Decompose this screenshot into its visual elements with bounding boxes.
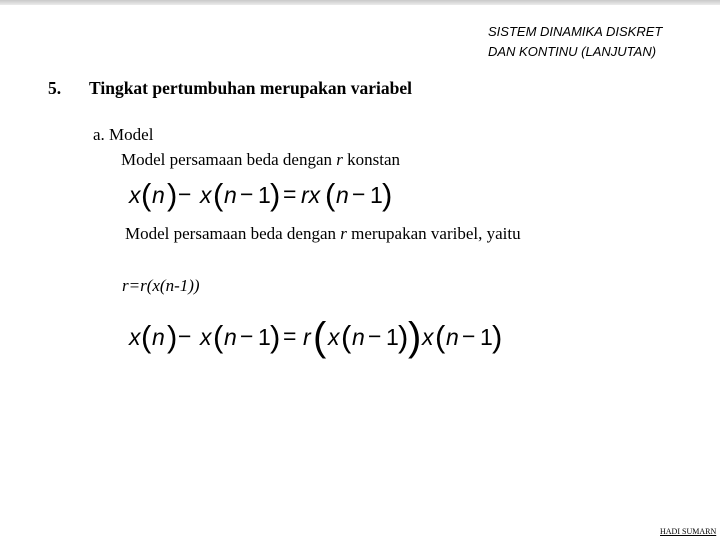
eq1-rx: rx <box>301 182 321 208</box>
eq2-paren4-open: ( <box>435 319 446 354</box>
eq2-x: x <box>129 324 141 350</box>
eq2-r: r <box>303 324 311 350</box>
eq2-n4: n <box>446 324 459 350</box>
eq2-x4: x <box>422 324 434 350</box>
eq2-n2: n <box>224 324 237 350</box>
eq1-paren2-close: ) <box>270 177 281 212</box>
eq2-n: n <box>152 324 165 350</box>
eq2-minus3: − <box>368 323 382 349</box>
eq1-n2: n <box>224 182 237 208</box>
eq1-minus3: − <box>352 181 366 207</box>
eq2-paren2-close: ) <box>270 319 281 354</box>
section-title: Tingkat pertumbuhan merupakan variabel <box>89 78 413 98</box>
eq1-x: x <box>129 182 141 208</box>
eq1-paren3-open: ( <box>325 177 336 212</box>
eq1-paren-open: ( <box>141 177 152 212</box>
eq1-n: n <box>152 182 165 208</box>
variable-r-text-before: Model persamaan beda dengan <box>125 224 341 243</box>
eq2-minus: − <box>178 323 192 349</box>
header-line-1: SISTEM DINAMIKA DISKRET <box>488 24 663 39</box>
eq2-paren3-open: ( <box>341 319 352 354</box>
eq2-big-paren-open: ( <box>313 315 327 359</box>
eq1-paren2-open: ( <box>213 177 224 212</box>
item-a-label: a. Model <box>93 125 154 144</box>
eq2-x3: x <box>328 324 340 350</box>
author-footer: HADI SUMARN <box>660 527 717 536</box>
eq2-paren-close: ) <box>167 319 178 354</box>
eq2-one2: 1 <box>258 324 271 350</box>
equation-variable-r <box>125 316 505 358</box>
slide-header <box>488 22 713 62</box>
constant-r-text-after: konstan <box>342 150 401 169</box>
eq2-one4: 1 <box>480 324 493 350</box>
eq1-equals: = <box>283 181 297 207</box>
constant-r-text-before: Model persamaan beda dengan <box>121 150 337 169</box>
constant-r-description <box>121 150 400 170</box>
eq1-n3: n <box>336 182 349 208</box>
eq2-paren2-open: ( <box>213 319 224 354</box>
eq2-one3: 1 <box>386 324 399 350</box>
eq2-minus2: − <box>240 323 254 349</box>
eq2-x2: x <box>200 324 212 350</box>
eq2-big-paren-close: ) <box>408 315 422 359</box>
eq2-paren-open: ( <box>141 319 152 354</box>
eq1-one2: 1 <box>258 182 271 208</box>
variable-r-description <box>125 224 521 244</box>
top-border <box>0 0 720 5</box>
eq1-paren-close: ) <box>167 177 178 212</box>
eq2-paren3-close: ) <box>398 319 409 354</box>
eq2-minus4: − <box>462 323 476 349</box>
variable-r-text-after: merupakan varibel, yaitu <box>346 224 521 243</box>
eq2-equals: = <box>283 323 297 349</box>
eq1-x2: x <box>200 182 212 208</box>
eq1-minus: − <box>178 181 192 207</box>
eq1-minus2: − <box>240 181 254 207</box>
eq1-one3: 1 <box>370 182 383 208</box>
eq2-paren4-close: ) <box>492 319 503 354</box>
r-definition: r=r(x(n-1)) <box>122 276 200 295</box>
header-line-2: DAN KONTINU (LANJUTAN) <box>488 44 657 59</box>
equation-constant-r <box>125 176 395 212</box>
eq2-n3: n <box>352 324 365 350</box>
section-number: 5. <box>48 78 62 98</box>
eq1-paren3-close: ) <box>382 177 393 212</box>
constant-r-variable: r <box>336 150 343 169</box>
variable-r-variable: r <box>340 224 347 243</box>
